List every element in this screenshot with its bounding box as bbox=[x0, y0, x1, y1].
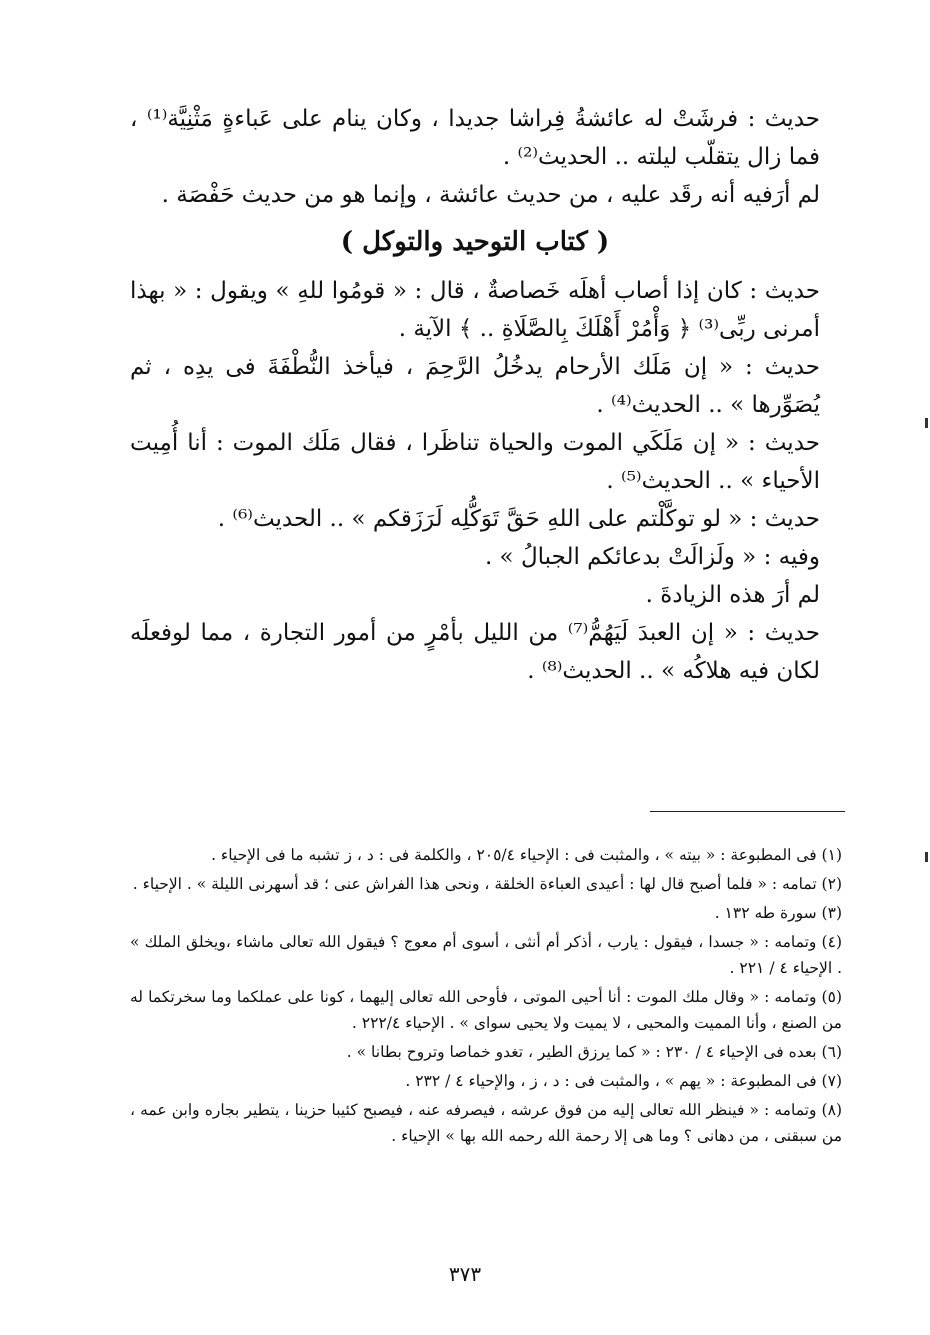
hadith-paragraph-1: حديث : فرشَتْ له عائشةُ فِراشا جديدا ، وكان ينام على عَباءةٍ مَثْنِيَّة⁽¹⁾ ، فما زال يتقلّب ليلته .. الحديث⁽²⁾ . bbox=[130, 106, 820, 170]
footnote-2: (٢) تمامه : « فلما أصبح قال لها : أعيدى العباءة الخلقة ، ونحى هذا الفراش عنى ؛ قد أسهرنى الليلة » . الإحياء . bbox=[132, 875, 842, 893]
page-number: ٣٧٣ bbox=[448, 1262, 482, 1286]
footnote-8: (٨) وتمامه : « فينظر الله تعالى إليه من فوق عرشه ، فيصرفه عنه ، فيصبح كئيبا حزينا ، يتطير بجاره وابن عمه ، من سبقنى ، من دهانى ؟ وما هى إلا رحمة الله رحمه الله بها » الإحياء . bbox=[130, 1101, 842, 1145]
footnote-5: (٥) وتمامه : « وقال ملك الموت : أنا أحيى الموتى ، فأوحى الله تعالى إليهما ، كونا على عملكما وما سخرتكما له من الصنع ، وأنا المميت والمحيى ، لا يميت ولا يحيى سواى » . الإحياء ٢٢٢/٤ . bbox=[130, 988, 842, 1032]
margin-mark bbox=[925, 852, 928, 862]
hadith-paragraph-5: حديث : « لو توكَّلْتم على اللهِ حَقَّ تَوَكُّلِه لَرَزَقكم » .. الحديث⁽⁶⁾ . bbox=[217, 506, 820, 532]
hadith-paragraph-3: حديث : « إن مَلَك الأرحام يدخُلُ الرَّحِمَ ، فيأخذ النُّطْفَةَ فى يدِه ، ثم يُصَوِّرها » .. الحديث⁽⁴⁾ . bbox=[130, 354, 820, 418]
hadith-paragraph-6: حديث : « إن العبدَ لَيَهُمُّ⁽⁷⁾ من الليل بأمْرٍ من أمور التجارة ، مما لوفعلَه لكان فيه هلاكُه » .. الحديث⁽⁸⁾ . bbox=[130, 620, 820, 684]
commentary-paragraph-2: لم أرَ هذه الزيادةَ . bbox=[645, 582, 820, 608]
footnote-7: (٧) فى المطبوعة : « يهم » ، والمثبت فى : د ، ز ، والإحياء ٤ / ٢٣٢ . bbox=[405, 1072, 842, 1090]
chapter-heading: ( كتاب التوحيد والتوكل ) bbox=[340, 227, 610, 257]
footnote-4: (٤) وتمامه : « جسدا ، فيقول : يارب ، أذكر أم أنثى ، أسوى أم معوج ؟ فيقول الله تعالى ماشاء ،ويخلق الملك » . الإحياء ٤ / ٢٢١ . bbox=[130, 933, 842, 977]
margin-mark bbox=[925, 418, 928, 428]
footnote-6: (٦) بعده فى الإحياء ٤ / ٢٣٠ : « كما يرزق الطير ، تغدو خماصا وتروح بطانا » . bbox=[346, 1043, 842, 1061]
footnotes bbox=[130, 842, 842, 1152]
main-text bbox=[130, 100, 820, 690]
hadith-paragraph-4: حديث : « إن مَلَكَي الموت والحياة تناظَرا ، فقال مَلَك الموت : أنا أُمِيت الأحياء » .. الحديث⁽⁵⁾ . bbox=[130, 430, 820, 494]
commentary-paragraph-1: لم أرَفيه أنه رقَد عليه ، من حديث عائشة ، وإنما هو من حديث حَفْصَة . bbox=[161, 182, 820, 208]
footnote-1: (١) فى المطبوعة : « بيته » ، والمثبت فى : الإحياء ٢٠٥/٤ ، والكلمة فى : د ، ز تشبه ما فى الإحياء . bbox=[211, 846, 842, 864]
footnote-separator bbox=[650, 811, 845, 812]
footnote-3: (٣) سورة طه ١٣٢ . bbox=[714, 904, 842, 922]
hadith-paragraph-2: حديث : كان إذا أصاب أهلَه خَصاصةٌ ، قال : « قومُوا للهِ » ويقول : « بهذا أمرنى ربِّى⁽³⁾ ﴿ وَأْمُرْ أَهْلَكَ بِالصَّلَاةِ .. ﴾ الآية . bbox=[130, 278, 820, 342]
hadith-variant-line: وفيه : « ولَزالَتْ بدعائكم الجبالُ » . bbox=[484, 544, 820, 570]
